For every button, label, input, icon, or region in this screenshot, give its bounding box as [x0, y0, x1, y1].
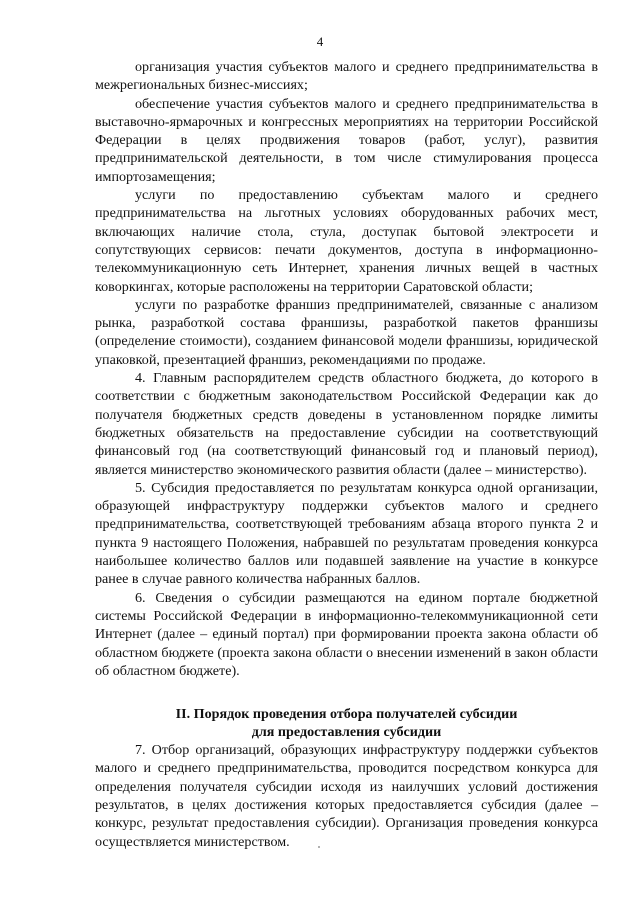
section-heading [95, 706, 598, 741]
paragraph-item-6: 6. Сведения о субсидии размещаются на едином портале бюджетной системы Российской Федерации в информационно-телекоммуникационной сети Интернет (далее – единый портал) при формировании проекта закона области об областном бюджете (проекта закона области о внесении изменений в закон области об областном бюджете). [95, 589, 598, 679]
paragraph-business-missions: организация участия субъектов малого и среднего предпринимательства в межрегиональных бизнес-миссиях; [95, 59, 598, 94]
document-body [95, 58, 598, 851]
scan-speck [318, 846, 320, 848]
paragraph-item-5: 5. Субсидия предоставляется по результатам конкурса одной организации, образующей инфраструктуру поддержки субъектов малого и среднего предпринимательства, соответствующей требованиям абзаца второго пункта 2 и пункта 9 настоящего Положения, набравшей по результатам проведения конкурса наибольшее количество баллов или подавшей заявление на участие в конкурсе ранее в случае равного количества набранных баллов. [95, 479, 598, 588]
paragraph-exhibitions: обеспечение участия субъектов малого и среднего предпринимательства в выставочно-ярмарочных и конгрессных мероприятиях на территории Российской Федерации в целях продвижения товаров (работ, услуг), развития предпринимательской деятельности, в том числе стимулирования процесса импортозамещения; [95, 95, 598, 185]
section-heading-line-2: для предоставления субсидии [251, 723, 442, 740]
page-number: 4 [316, 34, 324, 49]
paragraph-item-7: 7. Отбор организаций, образующих инфраструктуру поддержки субъектов малого и среднего предпринимательства, проводится посредством конкурса для определения получателя субсидии исходя из наилучших условий достижения результатов, в целях достижения которых предоставляется субсидия (далее – конкурс, результат предоставления субсидии). Организация проведения конкурса осуществляется министерством. [95, 742, 598, 850]
section-heading-line-1: II. Порядок проведения отбора получателей субсидии [175, 706, 518, 723]
paragraph-item-4: 4. Главным распорядителем средств областного бюджета, до которого в соответствии с бюджетным законодательством Российской Федерации как до получателя бюджетных средств доведены в установленном порядке лимиты бюджетных обязательств на предоставление субсидии на соответствующий финансовый год (на соответствующий финансовый год и плановый период), является министерство экономического развития области (далее – министерство). [95, 370, 598, 478]
paragraph-coworking-services: услуги по предоставлению субъектам малого и среднего предпринимательства на льготных условиях оборудованных рабочих мест, включающих наличие стола, стула, доступак бытовой электросети и сопутствующих сервисов: печати документов, доступа в информационно-телекоммуникационную сеть Интернет, хранения личных вещей в частных коворкингах, которые расположены на территории Саратовской области; [95, 187, 598, 295]
paragraph-franchise-services: услуги по разработке франшиз предпринимателей, связанные с анализом рынка, разработкой состава франшизы, разработкой пакетов франшизы (определение стоимости), созданием финансовой модели франшизы, юридической упаковкой, презентацией франшиз, рекомендациями по продаже. [95, 296, 598, 368]
